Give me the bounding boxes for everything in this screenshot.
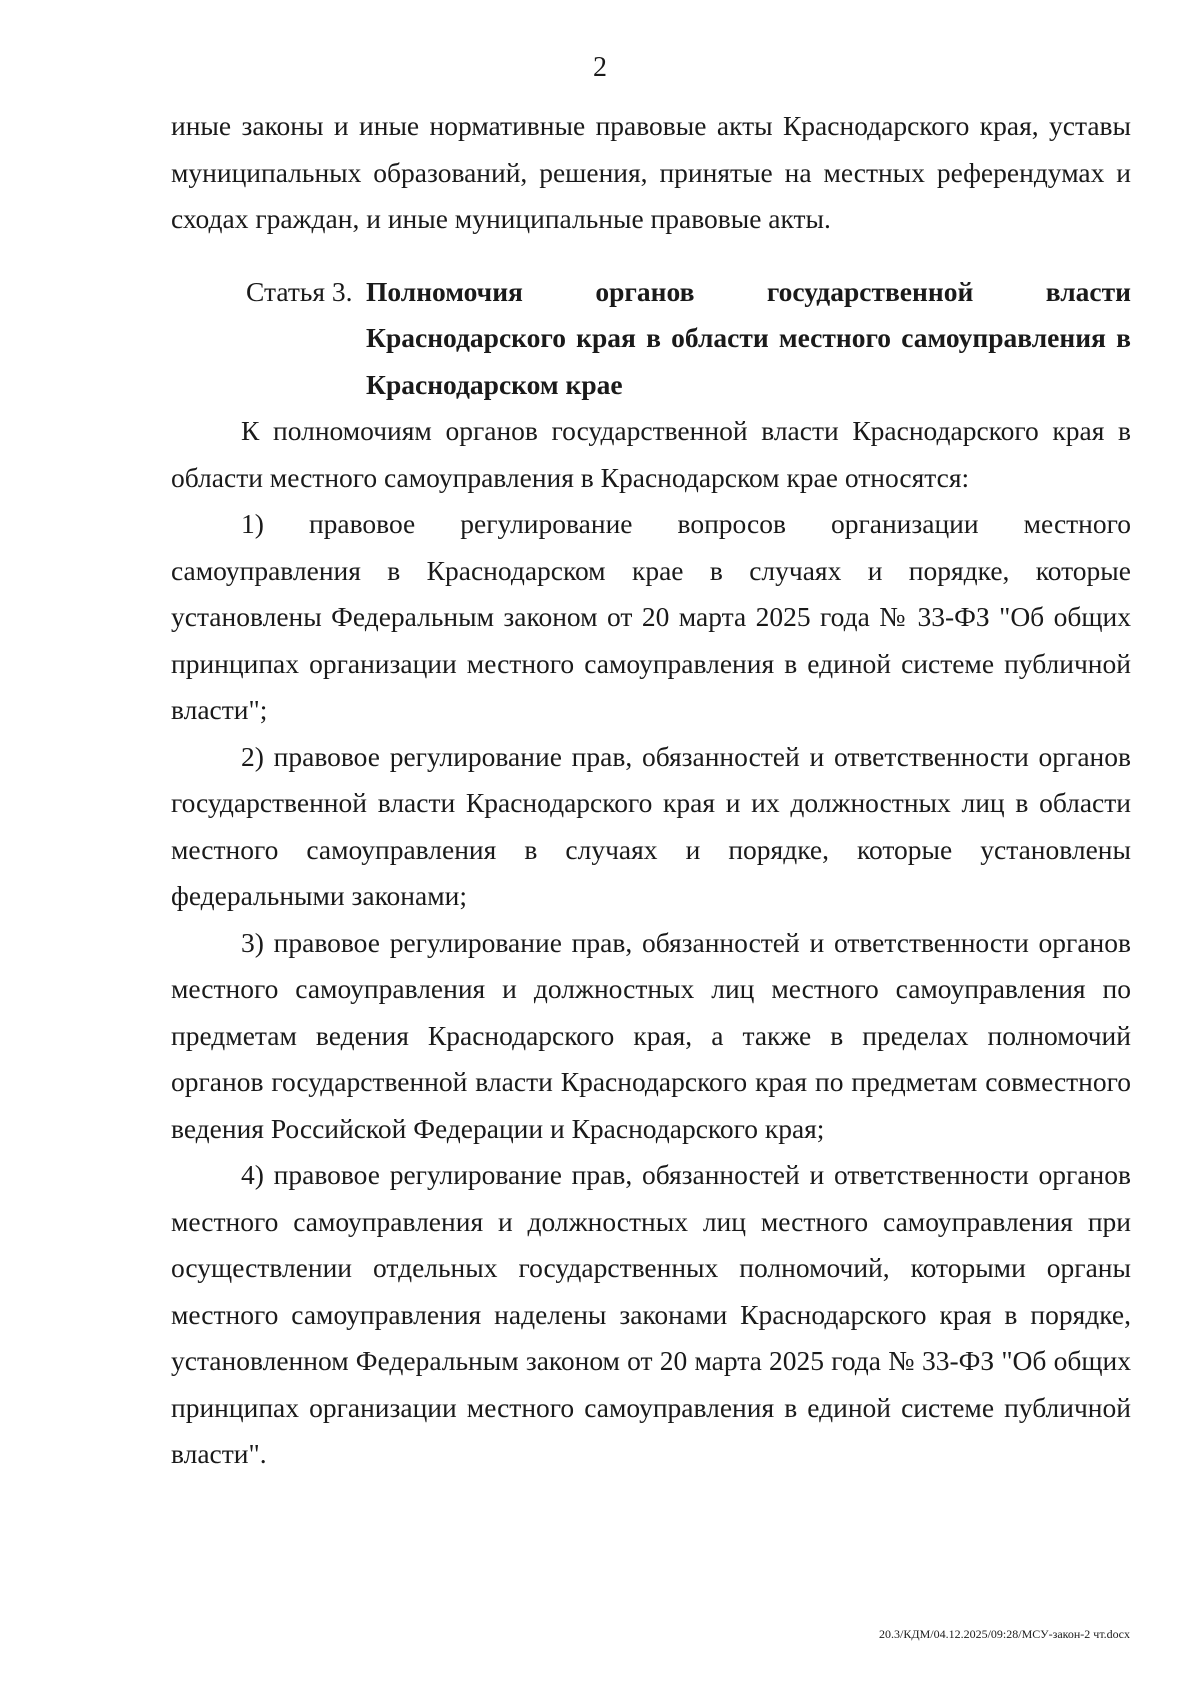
file-reference-footer: 20.3/КДМ/04.12.2025/09:28/МСУ-закон-2 чт.docx: [879, 1627, 1130, 1641]
list-item-1: 1) правовое регулирование вопросов организации местного самоуправления в Краснодарском крае в случаях и порядке, которые установлены Федеральным законом от 20 марта 2025 года № 33-ФЗ "Об общих принципах организации местного самоуправления в единой системе публичной власти";: [171, 508, 1131, 725]
lead-paragraph: К полномочиям органов государственной власти Краснодарского края в области местного самоуправления в Краснодарском крае относятся:: [171, 415, 1131, 493]
document-body: [171, 103, 1131, 1478]
page-number: 2: [593, 52, 607, 83]
intro-paragraph: иные законы и иные нормативные правовые акты Краснодарского края, уставы муниципальных образований, решения, принятые на местных референдумах и сходах граждан, и иные муниципальные правовые акты.: [171, 110, 1131, 234]
list-item-4: 4) правовое регулирование прав, обязанностей и ответственности органов местного самоуправления и должностных лиц местного самоуправления при осуществлении отдельных государственных полномочий, которыми органы местного самоуправления наделены законами Краснодарского края в порядке, установленном Федеральным законом от 20 марта 2025 года № 33-ФЗ "Об общих принципах организации местного самоуправления в единой системе публичной власти".: [171, 1159, 1131, 1469]
article-label: Статья 3.: [246, 275, 353, 307]
article-heading: [171, 269, 1131, 409]
article-title: Полномочия органов государственной власти Краснодарского края в области местного самоуправления в Краснодарском крае: [366, 275, 1131, 400]
list-item-3: 3) правовое регулирование прав, обязанностей и ответственности органов местного самоуправления и должностных лиц местного самоуправления по предметам ведения Краснодарского края, а также в пределах полномочий органов государственной власти Краснодарского края по предметам совместного ведения Российской Федерации и Краснодарского края;: [171, 926, 1131, 1144]
list-item-2: 2) правовое регулирование прав, обязанностей и ответственности органов государственной власти Краснодарского края и их должностных лиц в области местного самоуправления в случаях и порядке, которые установлены федеральными законами;: [171, 740, 1131, 911]
